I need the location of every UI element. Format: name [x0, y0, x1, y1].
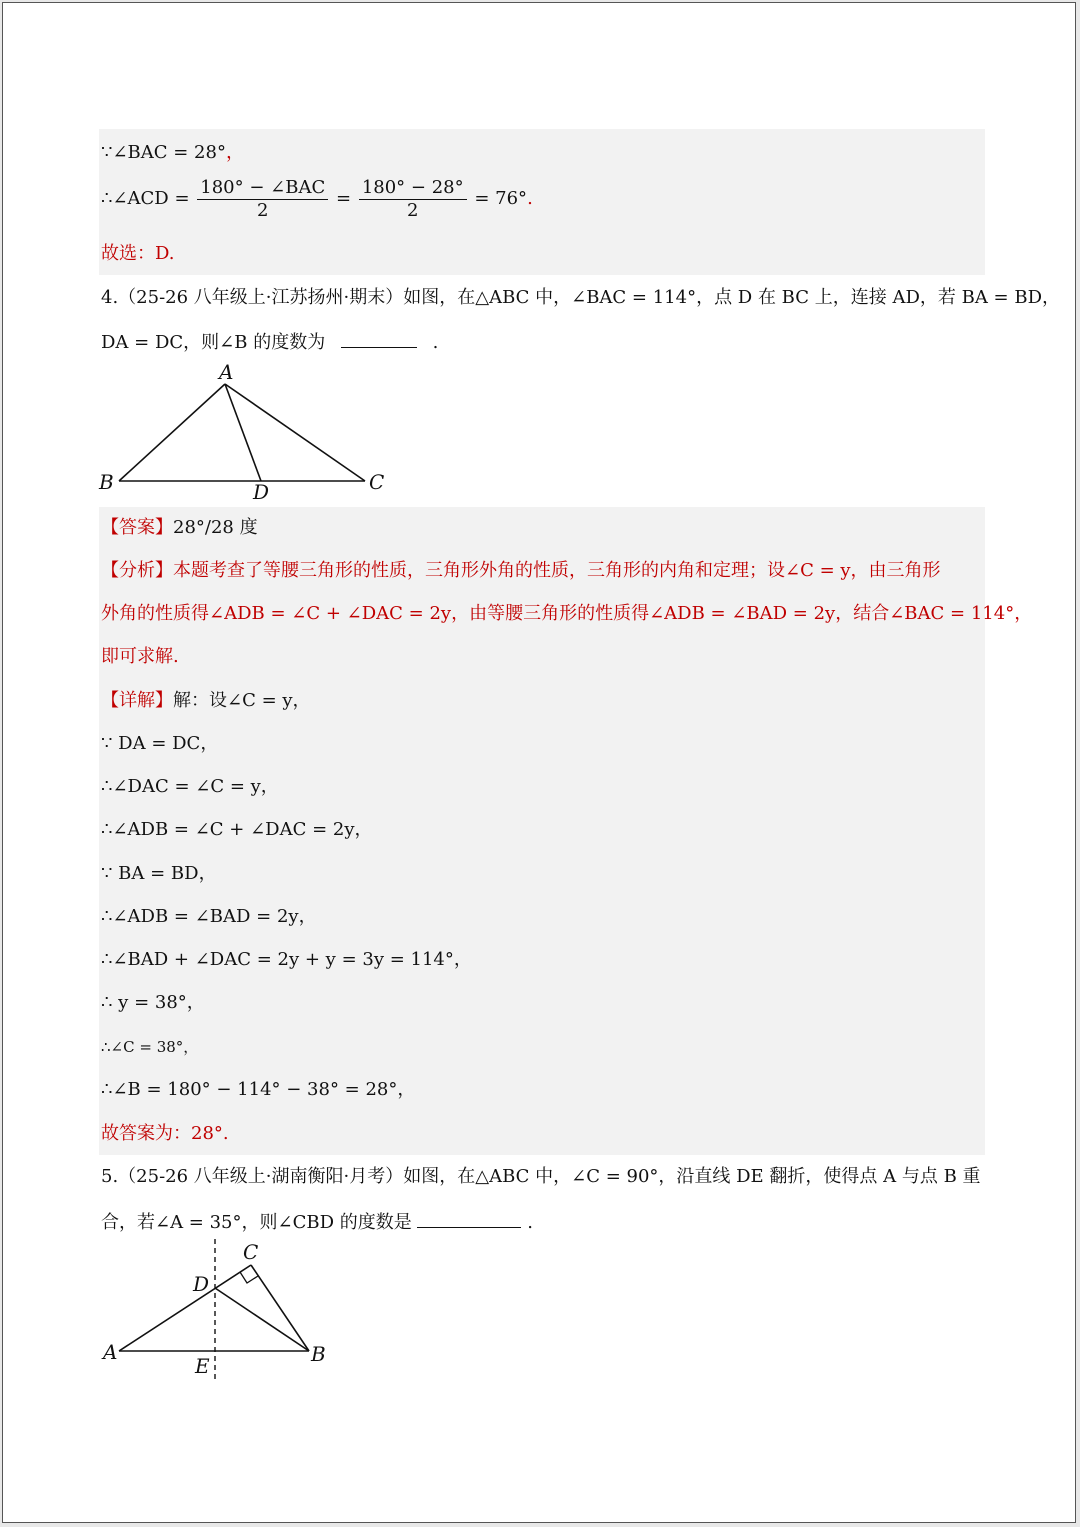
q5-line-1: 5.（25-26 八年级上·湖南衡阳·月考）如图，在△ABC 中，∠C = 90°，沿直线 DE 翻折，使得点 A 与点 B 重	[101, 1166, 981, 1187]
top-line-3: 故选：D.	[101, 243, 175, 264]
label-B: B	[311, 1342, 326, 1366]
q4-step: ∴∠ADB = ∠BAD = 2y，	[101, 906, 317, 927]
q4-line-1: 4.（25-26 八年级上·江苏扬州·期末）如图，在△ABC 中，∠BAC = 114°，点 D 在 BC 上，连接 AD，若 BA = BD，	[101, 287, 1061, 308]
q4-step: ∴∠B = 180° − 114° − 38° = 28°，	[101, 1079, 416, 1100]
right-angle-mark	[240, 1272, 258, 1283]
q4-step: ∴∠DAC = ∠C = y，	[101, 776, 279, 797]
q4-step: ∴ y = 38°，	[101, 992, 205, 1013]
q5-line-2: 合，若∠A = 35°，则∠CBD 的度数是 .	[101, 1209, 533, 1235]
label-A: A	[103, 1340, 118, 1364]
worksheet-page	[2, 2, 1076, 1523]
label-A: A	[219, 360, 234, 384]
q5-answer-blank	[417, 1209, 521, 1228]
q4-answer: 【答案】28°/28 度	[101, 517, 258, 538]
q4-step: ∴∠ADB = ∠C + ∠DAC = 2y，	[101, 819, 373, 840]
q5-triangle-figure	[93, 1239, 353, 1387]
segment-AC	[119, 1265, 251, 1351]
label-E: E	[195, 1354, 210, 1378]
label-C: C	[369, 470, 385, 494]
label-B: B	[99, 470, 114, 494]
top-line-1-text: ∵∠BAC = 28°	[101, 142, 226, 163]
segment-DB	[215, 1288, 309, 1351]
label-D: D	[193, 1272, 210, 1296]
q4-step: ∴∠BAD + ∠DAC = 2y + y = 3y = 114°，	[101, 949, 472, 970]
q4-line-2: DA = DC，则∠B 的度数为 .	[101, 329, 438, 355]
q4-answer-blank	[341, 329, 417, 348]
segment-BA	[119, 384, 225, 481]
segment-AC	[225, 384, 365, 481]
q4-detail: 【详解】解：设∠C = y，	[101, 690, 311, 711]
q4-step: ∵ BA = BD，	[101, 863, 217, 884]
top-line-1: ∵∠BAC = 28°，	[101, 142, 244, 163]
q4-analysis-2: 外角的性质得∠ADB = ∠C + ∠DAC = 2y，由等腰三角形的性质得∠ADB = ∠BAD = 2y，结合∠BAC = 114°，	[101, 603, 1033, 624]
q4-step: ∵ DA = DC，	[101, 733, 219, 754]
q4-triangle-figure	[93, 359, 403, 505]
fraction-1: $\frac{\text{180° − ∠BAC}}{2}$	[197, 177, 328, 222]
q4-analysis-3: 即可求解.	[101, 646, 179, 667]
label-D: D	[253, 480, 270, 504]
q4-step: ∴∠C = 38°，	[101, 1038, 199, 1056]
q4-final: 故答案为：28°.	[101, 1123, 229, 1144]
top-line-2: ∴∠ACD = $\frac{\text{180° − ∠BAC}}{2}$ = $\frac{180^\circ - 28^\circ}{2}$ = 76°.	[101, 176, 533, 221]
fraction-2: $\frac{180^\circ - 28^\circ}{2}$	[359, 177, 467, 222]
label-C: C	[243, 1240, 259, 1264]
segment-CB	[251, 1265, 309, 1351]
segment-AD	[225, 384, 261, 481]
q4-analysis-1: 【分析】本题考查了等腰三角形的性质，三角形外角的性质，三角形的内角和定理；设∠C = y，由三角形	[101, 560, 941, 581]
